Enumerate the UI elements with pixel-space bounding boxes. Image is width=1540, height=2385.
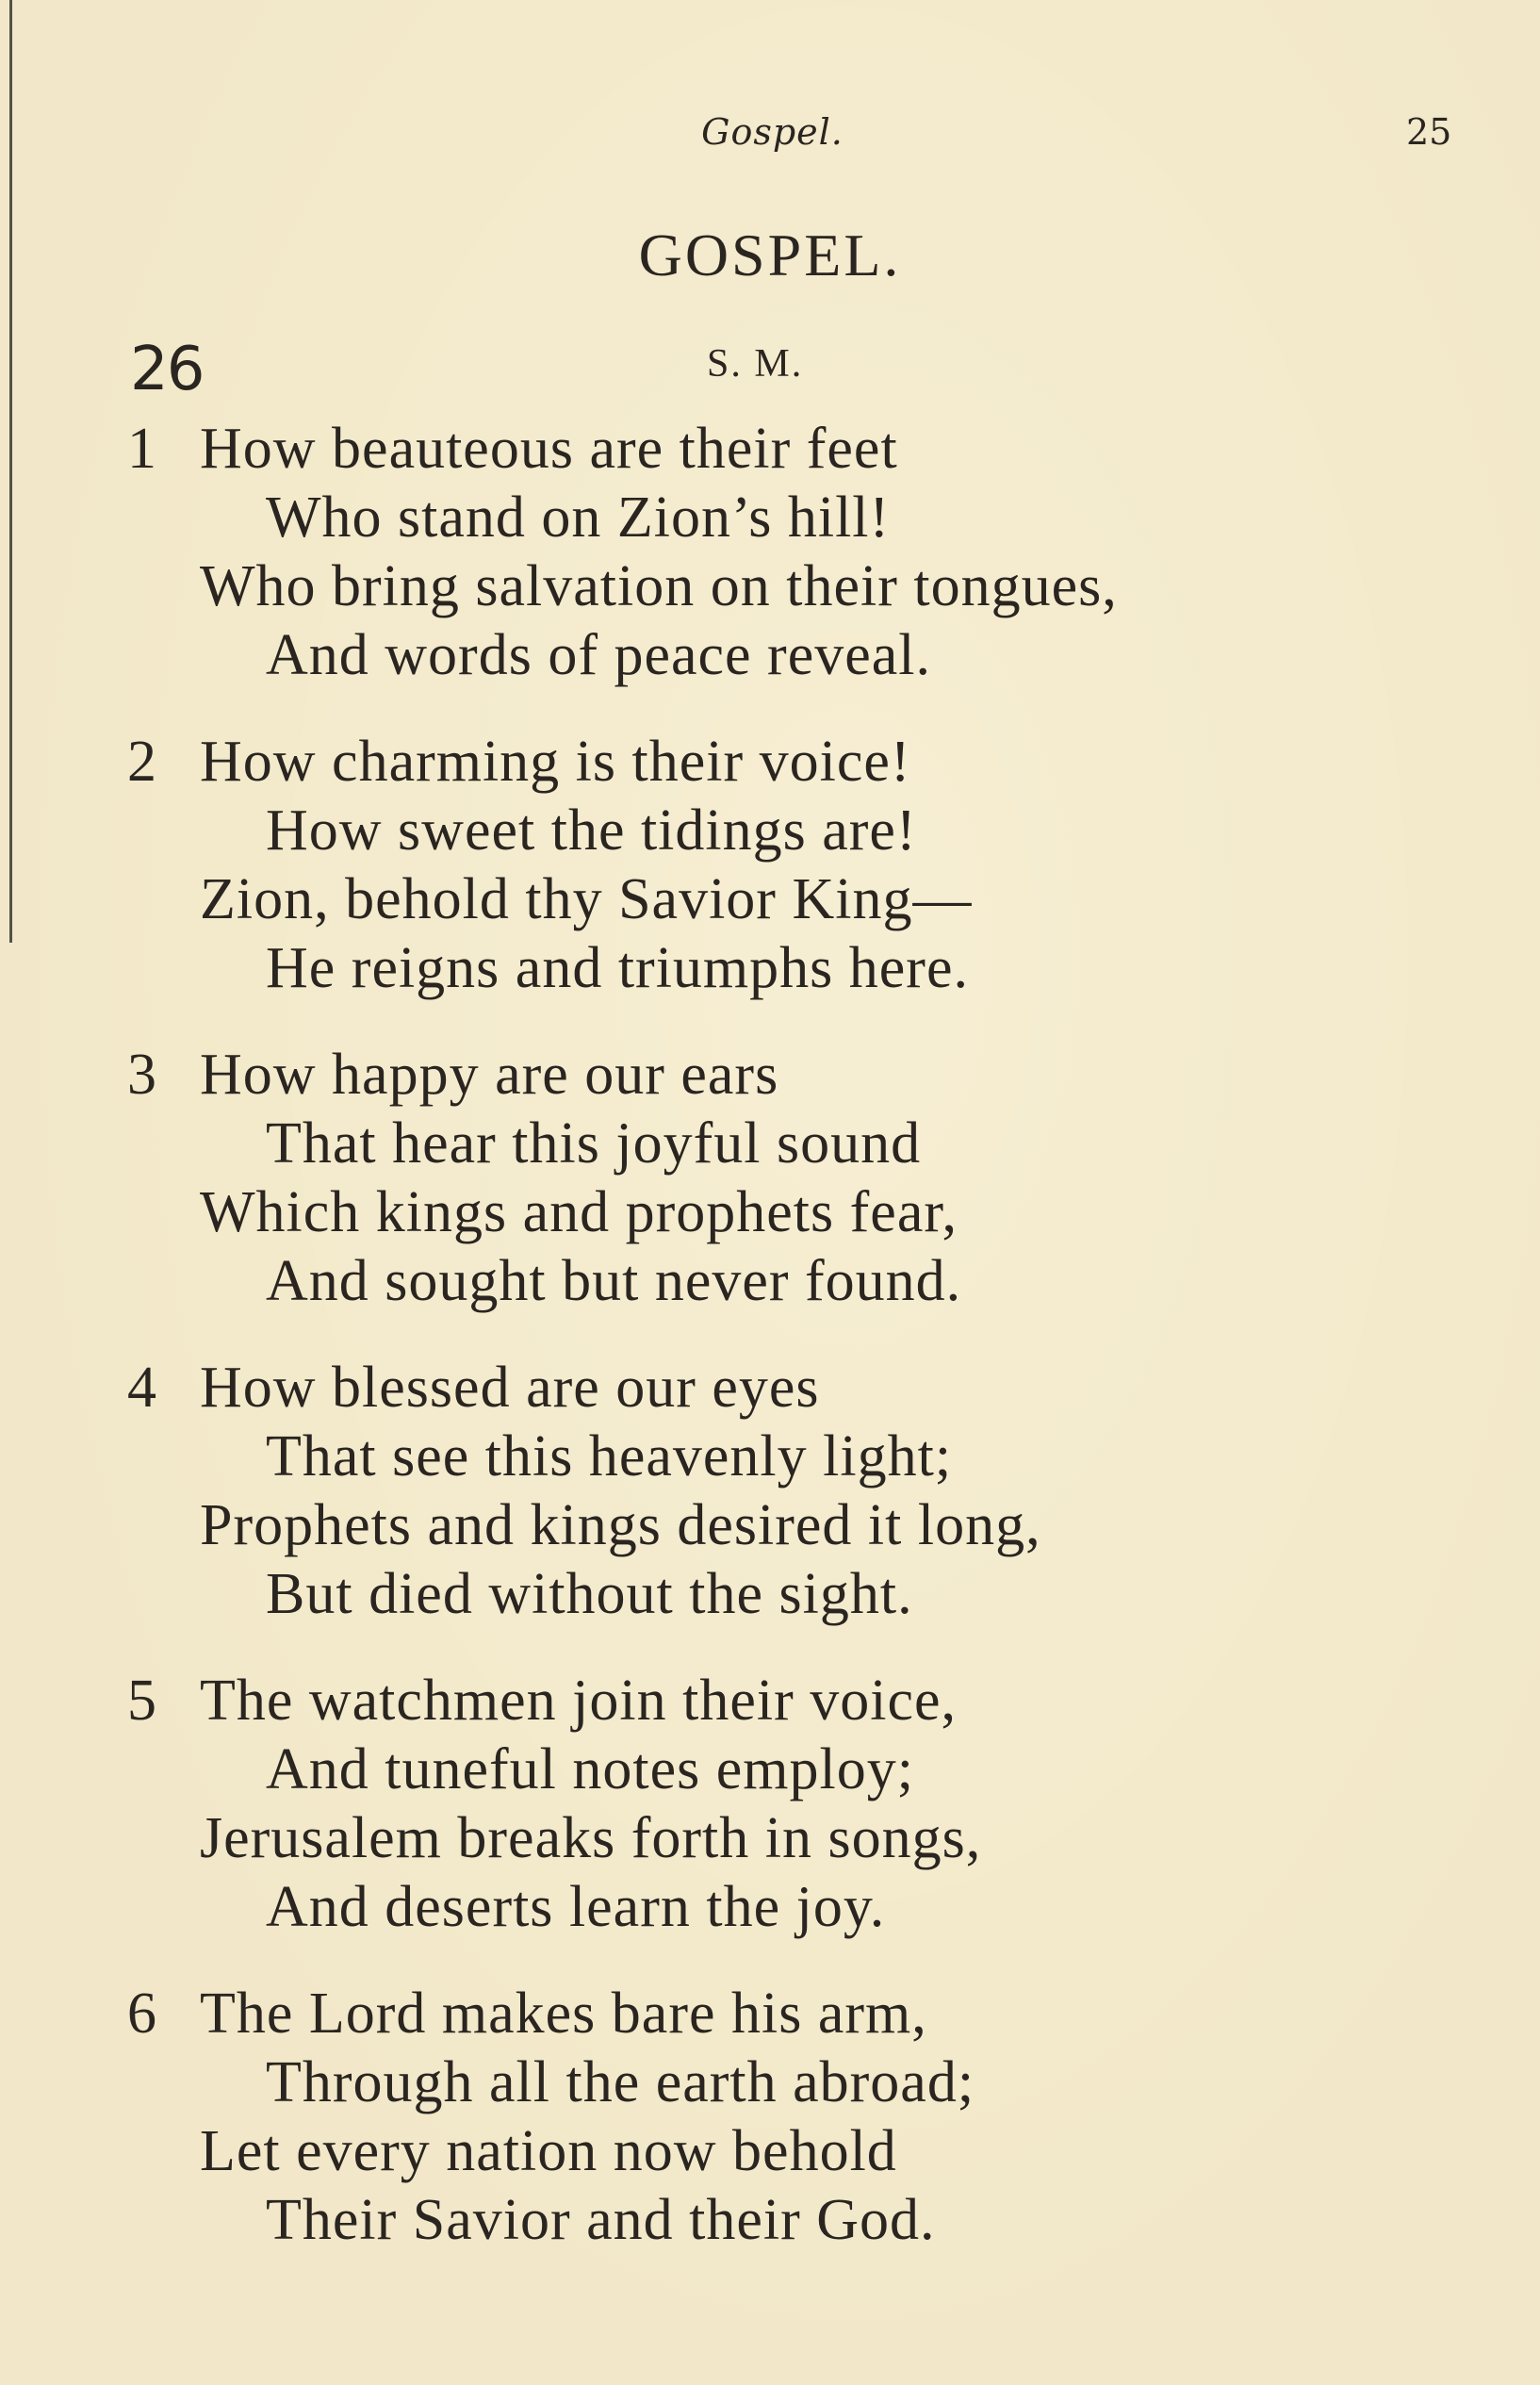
stanza-line: Let every nation now behold (200, 2119, 897, 2183)
stanza-line: Jerusalem breaks forth in songs, (200, 1806, 982, 1870)
stanza-line: And tuneful notes employ; (266, 1737, 914, 1801)
stanza-line: But died without the sight. (266, 1562, 913, 1626)
stanza-line: Through all the earth abroad; (266, 2050, 975, 2114)
stanza-line: Which kings and prophets fear, (200, 1180, 958, 1244)
stanza-line: The Lord makes bare his arm, (200, 1982, 927, 2046)
stanza-line: Zion, behold thy Savior King— (200, 867, 973, 931)
stanza-line: That hear this joyful sound (266, 1111, 922, 1176)
stanza (0, 728, 1540, 1003)
hymn-stanzas (0, 415, 1540, 2293)
stanza-line: Who stand on Zion’s hill! (266, 485, 891, 550)
stanza-line: And words of peace reveal. (266, 623, 931, 687)
hymn-number: 26 (130, 335, 204, 404)
stanza-number: 1 (127, 417, 156, 481)
stanza (0, 1980, 1540, 2255)
running-head-title: Gospel. (701, 111, 844, 153)
stanza-line: Prophets and kings desired it long, (200, 1493, 1041, 1557)
stanza-line: He reigns and triumphs here. (266, 936, 969, 1000)
hymn-meter: S. M. (707, 342, 804, 386)
stanza-line: How sweet the tidings are! (266, 798, 917, 863)
section-title: GOSPEL. (638, 222, 902, 288)
stanza-number: 2 (127, 730, 156, 794)
stanza (0, 1041, 1540, 1316)
stanza-line: The watchmen join their voice, (200, 1669, 958, 1733)
page-number: 25 (1406, 111, 1452, 153)
stanza (0, 1354, 1540, 1629)
stanza (0, 1667, 1540, 1942)
stanza-line: How beauteous are their feet (200, 417, 898, 481)
stanza (0, 415, 1540, 690)
running-head (0, 111, 1540, 153)
stanza-line: How charming is their voice! (200, 730, 911, 794)
stanza-number: 6 (127, 1982, 156, 2046)
stanza-line: That see this heavenly light; (266, 1424, 953, 1489)
stanza-number: 3 (127, 1043, 156, 1107)
stanza-line: Their Savior and their God. (266, 2188, 936, 2252)
stanza-line: And deserts learn the joy. (266, 1875, 886, 1939)
stanza-number: 5 (127, 1669, 156, 1733)
stanza-line: Who bring salvation on their tongues, (200, 554, 1118, 618)
stanza-line: How blessed are our eyes (200, 1356, 820, 1420)
stanza-line: And sought but never found. (266, 1249, 962, 1313)
stanza-line: How happy are our ears (200, 1043, 779, 1107)
stanza-number: 4 (127, 1356, 156, 1420)
